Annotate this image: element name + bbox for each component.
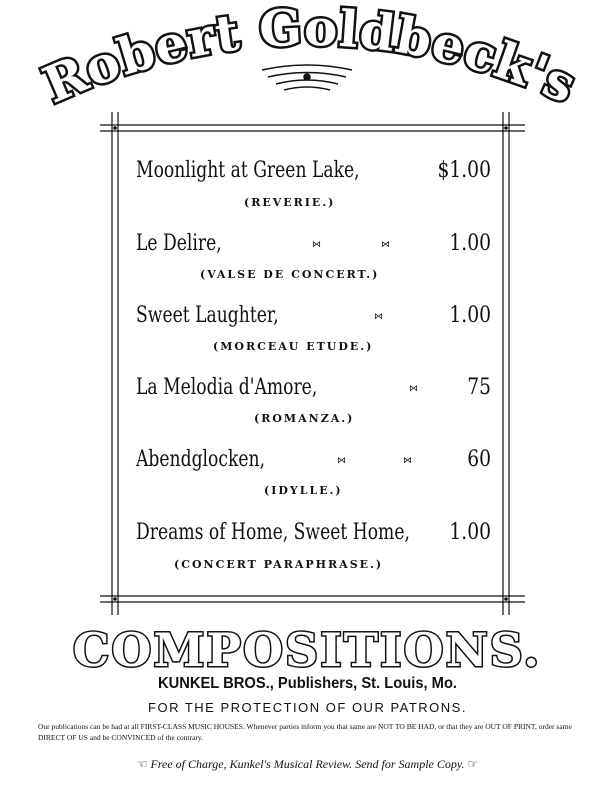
title-banner [0,0,615,125]
entry-2 [0,231,615,257]
entry-6 [0,520,615,546]
entry-subtitle: (CONCERT PARAPHRASE.) [174,558,384,571]
entry-price: 75 [467,375,491,400]
entry-title: Abendglocken, [136,447,266,472]
pointing-hand-right-icon: ☞ [467,757,479,771]
leader-dot-icon: ⋈ [409,384,418,394]
entry-1 [0,158,615,184]
sample-copy-line [0,757,615,772]
leader-dot-icon: ⋈ [403,456,412,466]
entry-price: 60 [467,447,491,472]
entry-subtitle: (ROMANZA.) [254,412,355,425]
title-text [35,0,586,115]
compositions-heading: COMPOSITIONS. [72,623,542,676]
entry-price: $1.00 [437,158,491,183]
entry-title: Sweet Laughter, [136,303,279,328]
leader-dot-icon: ⋈ [312,240,321,250]
entry-subtitle: (IDYLLE.) [264,484,343,497]
entry-4 [0,375,615,401]
entry-price: 1.00 [449,231,491,256]
entry-3 [0,303,615,329]
entry-price: 1.00 [449,520,491,545]
entry-subtitle: (VALSE DE CONCERT.) [200,268,380,281]
sample-copy-text: Free of Charge, Kunkel's Musical Review. Send for Sample Copy. [150,757,465,771]
entry-subtitle: (REVERIE.) [244,196,336,209]
title-ornament [262,65,352,90]
compositions-banner [0,620,615,676]
leader-dot-icon: ⋈ [337,456,346,466]
entry-title: Le Delire, [136,231,222,256]
entry-5 [0,447,615,473]
leader-dot-icon: ⋈ [381,240,390,250]
entry-title: La Melodia d'Amore, [136,375,318,400]
protection-line: FOR THE PROTECTION OF OUR PATRONS. [148,700,467,715]
entry-price: 1.00 [449,303,491,328]
entry-title: Moonlight at Green Lake, [136,158,360,183]
publisher-line: KUNKEL BROS., Publishers, St. Louis, Mo. [157,675,458,692]
pointing-hand-left-icon: ☜ [136,757,148,771]
title-textpath: Robert Goldbeck's [34,0,586,115]
entry-subtitle: (MORCEAU ETUDE.) [213,340,374,353]
leader-dot-icon: ⋈ [374,312,383,322]
purchase-notice: Our publications can be had at all FIRST-CLASS MUSIC HOUSES. Whenever parties inform you that same are NOT TO BE HAD, or that they are OUT OF PRINT, order same DIRECT OF US and be CONVINCED of the contrary. [38,722,572,742]
entry-title: Dreams of Home, Sweet Home, [136,520,410,545]
